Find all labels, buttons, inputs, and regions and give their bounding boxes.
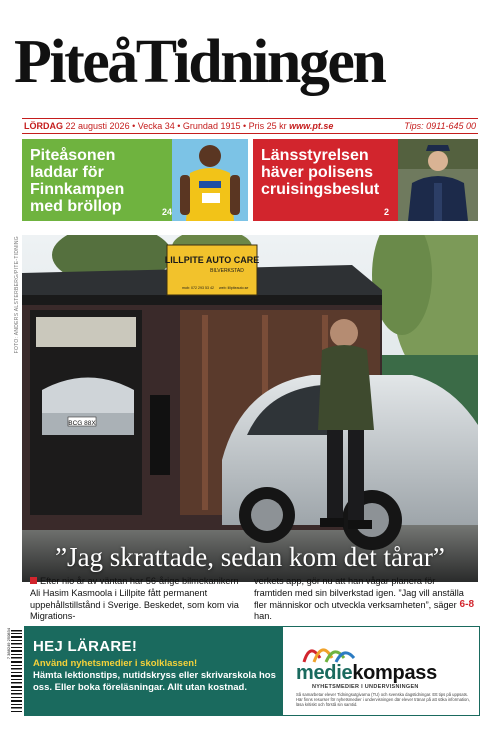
teaser-page-number: 2 — [384, 207, 390, 217]
brand-tagline: NYHETSMEDIER I UNDERVISNINGEN — [312, 684, 419, 690]
issue-week: Vecka 34 — [137, 121, 175, 131]
founded-year: Grundad 1915 — [182, 121, 241, 131]
brand-prefix: medie — [296, 662, 353, 684]
ad-subtitle: Använd nyhetsmedier i skolklassen! — [33, 658, 198, 669]
lead-text-1: Efter nio år av väntan har 56-årige bilmekanikern Ali Hasim Kasmoola i Lillpite fått permanent uppehållstillstånd i Sverige. Beskedet, som kom via Migrations- — [30, 576, 239, 622]
lead-headline: ”Jag skrattade, sedan kom det tårar” — [55, 542, 445, 572]
ad-title: HEJ LÄRARE! — [33, 638, 138, 655]
mediekompass-brand — [296, 662, 437, 685]
man-head — [330, 319, 358, 347]
article-page-reference: 6-8 — [459, 599, 474, 610]
teaser-headline: Länsstyrelsen häver polisens cruisingsbeslut — [261, 147, 380, 198]
issue-info-bar — [22, 118, 478, 134]
garage-scene — [22, 235, 478, 582]
brand-suffix: kompass — [352, 662, 437, 684]
teaser-sports[interactable] — [22, 139, 248, 221]
teaser-police[interactable] — [253, 139, 478, 221]
issue-day: LÖRDAG — [24, 121, 63, 131]
sign-subtitle: BILVERKSTAD — [210, 268, 244, 274]
sign-business-name: LILLPITE AUTO CARE — [164, 255, 260, 265]
photo-credit: FOTO: ANDERS ALSTERBERG/PITE-TIDNING — [14, 236, 20, 354]
lead-photo — [22, 235, 478, 582]
athlete-photo — [172, 139, 248, 221]
issue-price: Pris 25 kr — [248, 121, 287, 131]
sign-phone: mob: 072 293 53 42 — [182, 286, 214, 290]
police-officer-photo — [398, 139, 478, 221]
barcode-number: 7 388249 250834 — [6, 628, 11, 660]
barcode — [8, 628, 22, 714]
ad-body: Hämta lektionstips, nutidskryss eller skrivarskola hos oss. Eller boka föreläsningar. Allt utan kostnad. — [33, 670, 276, 693]
newspaper-title: PiteåTidningen — [14, 28, 385, 96]
lead-text-2: verkets app, gör nu att han vågar planera för framtiden med sin bilverkstad igen. ”Jag vill anställa fler människor och utveckla verksamheten”, säger han. — [254, 576, 464, 622]
masthead — [0, 0, 500, 113]
ad-panel — [25, 627, 283, 715]
brand-description: Så samarbetar elever Tidningsutgivarna (TU) och svenska dagstidningar. Ett tips på uppsats. Här finns resurser för nyhetsmedier i undervisningen där elever tränar på att söka information, läsa kritiskt och förstå sin samtid. — [296, 692, 470, 708]
teaser-page-number: 24 — [162, 207, 173, 217]
tips-phone: Tips: 0911-645 00 — [404, 121, 476, 131]
issue-info: LÖRDAG 22 augusti 2026 • Vecka 34 • Grundad 1915 • Pris 25 kr www.pt.se — [24, 121, 334, 131]
lead-text-column-1 — [30, 576, 248, 623]
red-square-bullet — [30, 577, 37, 584]
issue-date: 22 augusti 2026 — [65, 121, 130, 131]
teaser-headline: Piteåsonen laddar för Finnkampen med bröllop — [30, 147, 125, 215]
mediekompass-logo-icon — [296, 640, 356, 664]
license-plate-text: BCG 88X — [68, 420, 96, 427]
website-link[interactable]: www.pt.se — [289, 121, 334, 131]
sign-web: web: lillpiteauto.se — [219, 286, 249, 290]
lead-text-column-2 — [254, 576, 476, 623]
